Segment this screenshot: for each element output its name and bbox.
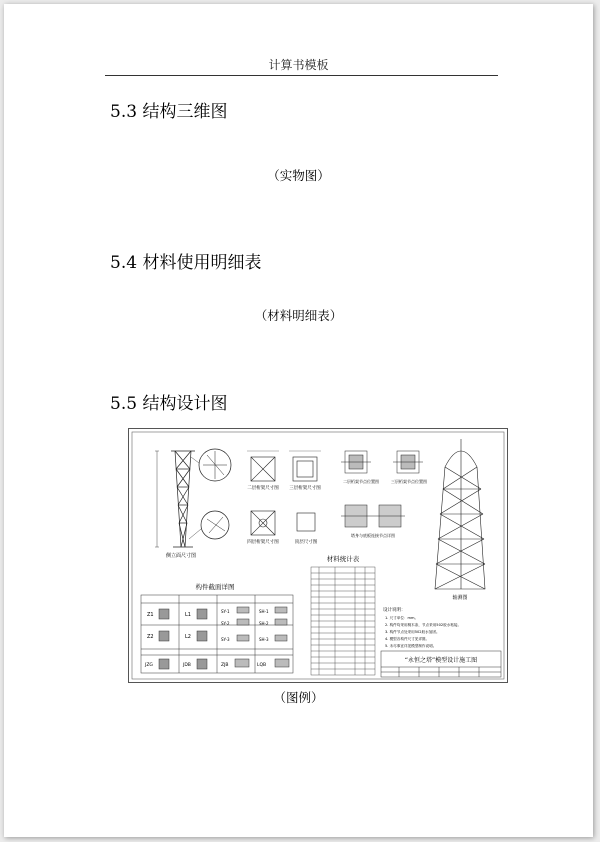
structural-design-drawing (128, 428, 508, 683)
detail-label-2: 三层桁架节点位置图 (391, 479, 427, 484)
section-row-label-1: Z1 (147, 612, 154, 618)
material-table-title: 材料统计表 (326, 555, 360, 563)
tie-label-3: SY-3 (221, 637, 230, 642)
brace-label-1: L1 (185, 612, 191, 618)
notes-title: 设计说明： (383, 608, 406, 613)
section-heading-5-5: 5.5 结构设计图 (110, 394, 228, 414)
caption-legend: （图例） (273, 690, 324, 705)
axonometric-tower (435, 439, 485, 589)
document-page (4, 4, 593, 837)
header-rule (105, 75, 498, 76)
detail-label-3: 塔身与底板连接节点详图 (351, 533, 395, 538)
node-detail-3 (341, 505, 405, 527)
tie-label-4: ZJB (221, 663, 229, 668)
tie-label-2: SY-2 (221, 621, 230, 626)
plan-label-2: 三层桁架尺寸图 (289, 486, 321, 491)
section-row-label-2: Z2 (147, 634, 154, 640)
material-table (311, 567, 375, 675)
brace-label-3: JDB (183, 663, 191, 668)
detail-label-1: 二层桁架节点位置图 (343, 479, 379, 484)
section-heading-5-4: 5.4 材料使用明细表 (110, 253, 262, 273)
note-5: 5. 未尽事宜详见模型制作说明。 (385, 644, 437, 648)
plan-label-4: 顶层尺寸图 (294, 540, 318, 545)
plan-label-1: 二层桁架尺寸图 (247, 486, 279, 491)
caption-physical-photo: （实物图） (267, 168, 330, 183)
hbar-label-1: SH-1 (259, 609, 269, 614)
title-block-title: “永恒之塔”模型设计施工图 (404, 657, 478, 664)
side-view-caption: 轴测图 (452, 595, 468, 601)
note-4: 4. 模型各构件尺寸见详图。 (385, 637, 430, 641)
node-detail-1 (341, 451, 371, 473)
hbar-label-2: SH-2 (259, 621, 269, 626)
plan-label-3: 四层桁架尺寸图 (247, 540, 279, 545)
drawing-sheet (129, 429, 507, 682)
front-elevation-tower (155, 449, 231, 547)
brace-label-2: L2 (185, 634, 191, 640)
plan-view-top (297, 513, 315, 531)
caption-material-table: （材料明细表） (254, 308, 343, 323)
note-3: 3. 构件节点处采用502胶水加固。 (385, 630, 440, 634)
note-1: 1. 尺寸单位：mm。 (385, 616, 419, 620)
section-heading-5-3: 5.3 结构三维图 (110, 102, 228, 122)
plan-view-joint-1 (247, 451, 279, 481)
tie-label-1: SY-1 (221, 609, 230, 614)
hbar-label-3: SH-3 (259, 637, 269, 642)
section-table-title: 构件截面详图 (195, 583, 235, 591)
hbar-label-4: LQB (257, 663, 267, 668)
title-block (381, 651, 501, 677)
page-header-title: 计算书模板 (268, 58, 329, 72)
plan-view-joint-2 (289, 451, 321, 481)
node-detail-2 (393, 451, 423, 473)
front-view-caption: 侧立面尺寸图 (165, 553, 197, 559)
section-row-label-3: JZG (145, 663, 153, 668)
plan-view-joint-3 (251, 511, 275, 535)
section-table (141, 595, 293, 673)
note-2: 2. 构件均采用桐木条，节点采用502胶水粘接。 (385, 623, 462, 627)
